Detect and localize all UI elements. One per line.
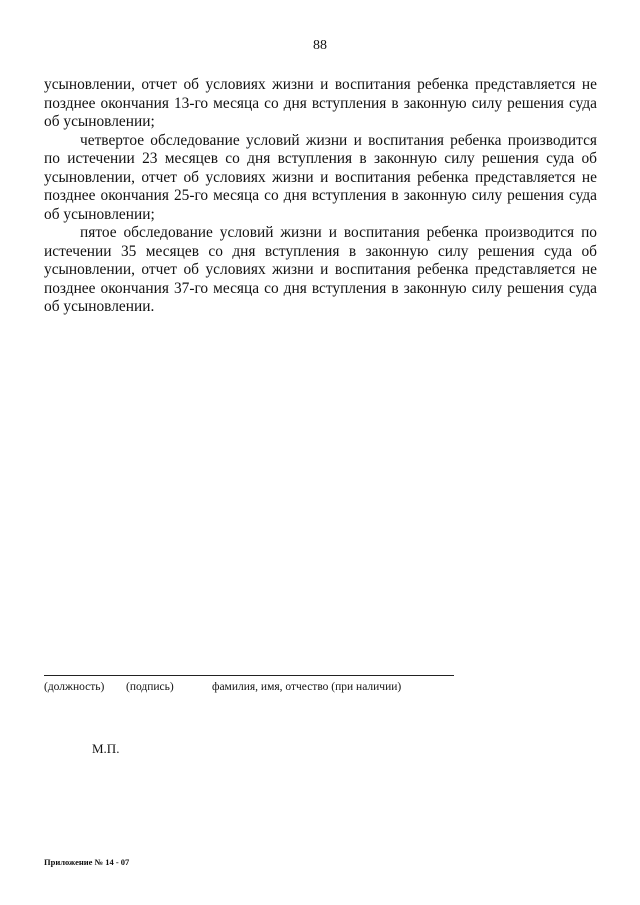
full-name-caption: фамилия, имя, отчество (при наличии): [212, 681, 402, 693]
paragraph: усыновлении, отчет об условиях жизни и воспитания ребенка представляется не позднее окончания 13-го месяца со дня вступления в законную силу решения суда об усыновлении;: [44, 76, 597, 130]
stamp-placeholder: М.П.: [92, 741, 120, 756]
paragraph: четвертое обследование условий жизни и воспитания ребенка производится по истечении 23 месяцев со дня вступления в законную силу решения суда об усыновлении, отчет об условиях жизни и воспитания ребенка представляется не позднее окончания 25-го месяца со дня вступления в законную силу решения суда об усыновлении;: [44, 131, 597, 223]
appendix-footer: Приложение № 14 - 07: [44, 857, 130, 867]
signature-caption: (подпись): [126, 681, 174, 693]
signature-line: [44, 675, 454, 676]
page-number: 88: [313, 38, 327, 53]
position-caption: (должность): [44, 681, 105, 693]
document-body: [44, 76, 597, 317]
paragraph: пятое обследование условий жизни и воспитания ребенка производится по истечении 35 месяцев со дня вступления в законную силу решения суда об усыновлении, отчет об условиях жизни и воспитания ребенка представляется не позднее окончания 37-го месяца со дня вступления в законную силу решения суда об усыновлении.: [44, 224, 597, 315]
